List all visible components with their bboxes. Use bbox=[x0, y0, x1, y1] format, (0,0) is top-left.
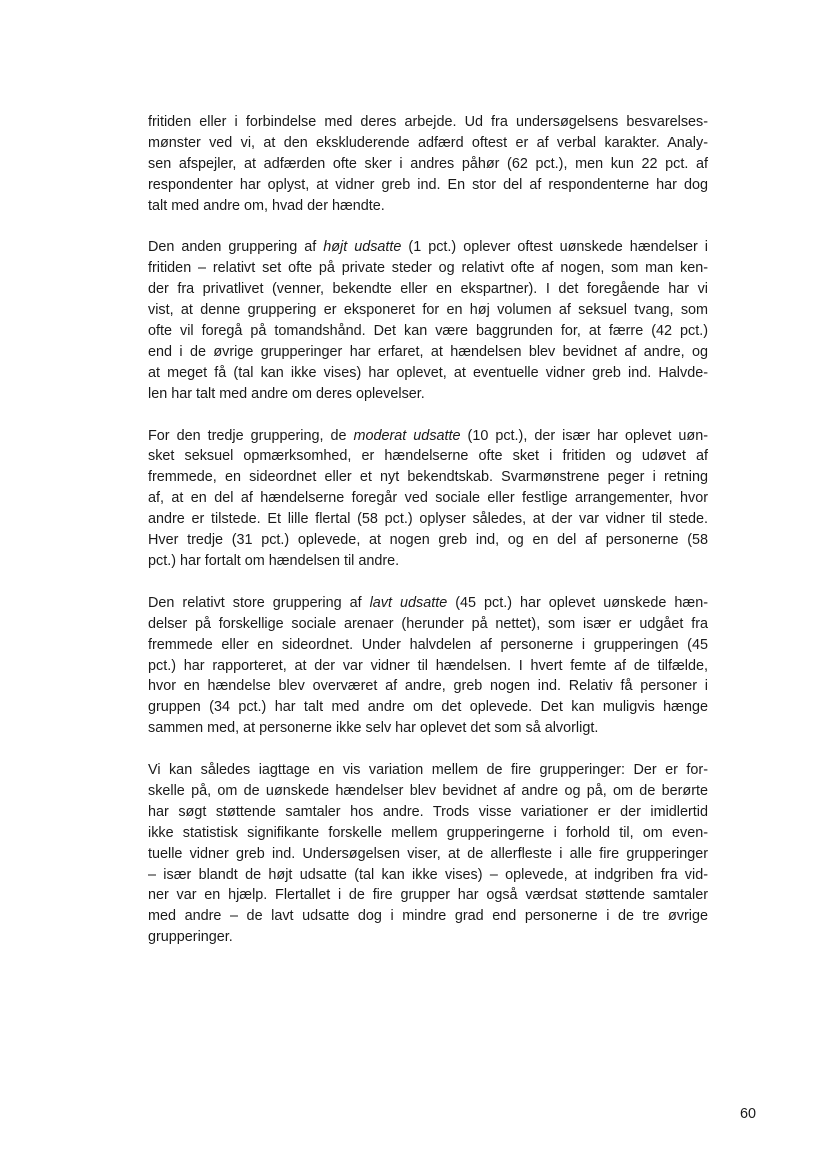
text-line bbox=[148, 635, 708, 656]
text-run: skelle på, om de uønskede hændelser blev bevidnet af andre og på, om de berørte bbox=[148, 782, 708, 799]
text-line bbox=[148, 237, 708, 258]
text-line bbox=[148, 300, 708, 321]
text-line bbox=[148, 488, 708, 509]
text-run: (45 pct.) har oplevet uønskede hæn- bbox=[447, 594, 708, 611]
emphasized-term: højt udsatte bbox=[323, 239, 402, 256]
text-line bbox=[148, 279, 708, 300]
text-line bbox=[148, 426, 708, 447]
text-run: at meget få (tal kan ikke vises) har oplevet, at eventuelle vidner greb ind. Halvde- bbox=[148, 364, 708, 381]
text-run: har søgt støttende samtaler hos andre. Trods visse variationer er der imidlertid bbox=[148, 803, 708, 820]
text-line bbox=[148, 676, 708, 697]
text-run: af, at en del af hændelserne foregår ved sociale eller festlige arrangementer, hvor bbox=[148, 490, 708, 507]
text-line bbox=[148, 196, 708, 217]
emphasized-term: moderat udsatte bbox=[353, 427, 461, 444]
text-line bbox=[148, 697, 708, 718]
text-run: ofte vil foregå på tomandshånd. Det kan være baggrunden for, at færre (42 pct.) bbox=[148, 323, 708, 340]
text-line bbox=[148, 175, 708, 196]
text-line bbox=[148, 781, 708, 802]
text-run: andre er tilstede. Et lille flertal (58 pct.) oplyser således, at der var vidner til stede. bbox=[148, 511, 708, 528]
text-line bbox=[148, 509, 708, 530]
text-run: grupperinger. bbox=[148, 929, 233, 946]
page-number: 60 bbox=[739, 1106, 756, 1122]
text-run: sen afspejler, at adfærden ofte sker i andres påhør (62 pct.), men kun 22 pct. af bbox=[148, 155, 708, 172]
text-line bbox=[148, 446, 708, 467]
text-line bbox=[148, 467, 708, 488]
text-line bbox=[148, 593, 708, 614]
text-line bbox=[148, 906, 708, 927]
text-run: hvor en hændelse blev overværet af andre, greb nogen ind. Relativ få personer i bbox=[148, 678, 708, 695]
paragraph bbox=[148, 593, 708, 739]
text-run: (10 pct.), der især har oplevet uøn- bbox=[460, 427, 708, 444]
text-run: vist, at denne gruppering er eksponeret for en høj volumen af seksuel tvang, som bbox=[148, 302, 708, 319]
text-line bbox=[148, 551, 708, 572]
text-run: sket seksuel opmærksomhed, er hændelserne ofte sket i fritiden og udøvet af bbox=[148, 448, 708, 465]
text-run: fritiden eller i forbindelse med deres arbejde. Ud fra undersøgelsens besvarelses- bbox=[148, 114, 708, 130]
text-run: talt med andre om, hvad der hændte. bbox=[148, 197, 385, 214]
text-run: Vi kan således iagttage en vis variation mellem de fire grupperinger: Der er for- bbox=[148, 762, 708, 779]
text-line bbox=[148, 363, 708, 384]
text-run: med andre – de lavt udsatte dog i mindre grad end personerne i de tre øvrige bbox=[148, 908, 708, 925]
text-line bbox=[148, 656, 708, 677]
text-run: pct.) har rapporteret, at der var vidner til hændelsen. I hvert femte af de tilfælde, bbox=[148, 657, 708, 674]
text-run: respondenter har oplyst, at vidner greb ind. En stor del af respondenterne har dog bbox=[148, 176, 708, 193]
text-line bbox=[148, 112, 708, 133]
text-run: fritiden – relativt set ofte på private steder og relativt ofte af nogen, som man ken- bbox=[148, 260, 708, 277]
text-line bbox=[148, 844, 708, 865]
text-run: tuelle vidner greb ind. Undersøgelsen viser, at de allerfleste i alle fire grupperinger bbox=[148, 845, 708, 862]
text-line bbox=[148, 718, 708, 739]
body-text bbox=[148, 112, 708, 969]
text-line bbox=[148, 154, 708, 175]
text-run: fremmede, en sideordnet eller et nyt bekendtskab. Svarmønstrene peger i retning bbox=[148, 469, 708, 486]
text-run: delser på forskellige sociale arenaer (herunder på nettet), som især er udgået fra bbox=[148, 615, 708, 632]
text-line bbox=[148, 384, 708, 405]
paragraph bbox=[148, 760, 708, 948]
text-run: (1 pct.) oplever oftest uønskede hændelser i bbox=[401, 239, 709, 256]
text-run: pct.) har fortalt om hændelsen til andre. bbox=[148, 553, 400, 569]
text-run: len har talt med andre om deres oplevelser. bbox=[148, 385, 425, 402]
text-run: For den tredje gruppering, de bbox=[148, 427, 354, 444]
text-line bbox=[148, 885, 708, 906]
text-line bbox=[148, 258, 708, 279]
text-line bbox=[148, 614, 708, 635]
emphasized-term: lavt udsatte bbox=[369, 594, 448, 611]
text-run: sammen med, at personerne ikke selv har oplevet det som så alvorligt. bbox=[148, 720, 599, 737]
paragraph bbox=[148, 426, 708, 572]
text-run: Hver tredje (31 pct.) oplevede, at nogen greb ind, og en del af personerne (58 bbox=[148, 532, 708, 549]
text-line bbox=[148, 133, 708, 154]
text-line bbox=[148, 865, 708, 886]
text-run: mønster ved vi, at den ekskluderende adfærd oftest er af verbal karakter. Analy- bbox=[148, 134, 708, 151]
text-run: gruppen (34 pct.) har talt med andre om det oplevede. Det kan muligvis hænge bbox=[148, 699, 708, 716]
text-run: Den relativt store gruppering af bbox=[148, 594, 370, 611]
text-run: ner var en hjælp. Flertallet i de fire grupper har også værdsat støttende samtaler bbox=[148, 887, 708, 904]
text-line bbox=[148, 530, 708, 551]
paragraph bbox=[148, 112, 708, 217]
text-run: fremmede eller en sideordnet. Under halvdelen af personerne i grupperingen (45 bbox=[148, 636, 708, 653]
paragraph bbox=[148, 237, 708, 404]
text-run: – især blandt de højt udsatte (tal kan ikke vises) – oplevede, at indgriben fra vid- bbox=[148, 866, 708, 883]
text-line bbox=[148, 760, 708, 781]
text-line bbox=[148, 823, 708, 844]
text-run: end i de øvrige grupperinger har erfaret, at hændelsen blev bevidnet af andre, og bbox=[148, 343, 708, 360]
text-run: der fra privatlivet (venner, bekendte eller en ekspartner). I det foregående har vi bbox=[148, 281, 708, 298]
text-line bbox=[148, 342, 708, 363]
text-line bbox=[148, 321, 708, 342]
text-line bbox=[148, 927, 708, 948]
text-run: Den anden gruppering af bbox=[148, 239, 324, 256]
text-run: ikke statistisk signifikante forskelle mellem grupperingerne i forhold til, om even- bbox=[148, 824, 708, 841]
text-line bbox=[148, 802, 708, 823]
